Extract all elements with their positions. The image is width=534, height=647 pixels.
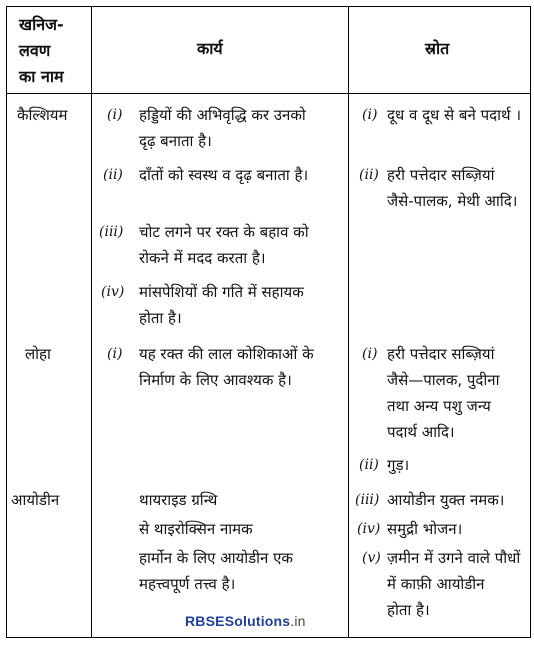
function-text: हार्मोन के लिए आयोडीन एक: [139, 549, 293, 567]
function-text: रोकने में मदद करता है।: [139, 249, 266, 267]
list-number: (iv): [357, 521, 381, 537]
function-text: होता है।: [139, 309, 182, 327]
source-text: गुड़।: [387, 456, 410, 474]
source-text: हरी पत्तेदार सब्ज़ियां: [387, 345, 495, 363]
list-number: (ii): [103, 167, 123, 183]
watermark-suffix: .in: [290, 613, 306, 629]
header-name-line-2: लवण: [19, 41, 51, 60]
list-number: (v): [362, 550, 381, 566]
list-number: (iii): [355, 492, 380, 508]
list-number: (i): [362, 107, 378, 123]
list-number: (i): [107, 107, 123, 123]
source-text: हरी पत्तेदार सब्ज़ियां: [387, 166, 495, 184]
source-text: ज़मीन में उगने वाले पौधों: [387, 549, 521, 567]
watermark-brand: RBSESolutions: [185, 613, 291, 629]
column-divider: [348, 7, 349, 637]
function-text: निर्माण के लिए आवश्यक है।: [139, 371, 292, 389]
function-text: मांसपेशियों की गति में सहायक: [139, 283, 304, 301]
list-number: (iii): [99, 224, 124, 240]
source-text: दूध व दूध से बने पदार्थ ।: [387, 106, 521, 124]
source-text: तथा अन्य पशु जन्य: [387, 397, 491, 415]
header-divider: [7, 93, 530, 94]
list-number: (iv): [101, 284, 125, 300]
column-divider: [91, 7, 92, 637]
function-text: चोट लगने पर रक्त के बहाव को: [139, 223, 309, 241]
function-text: दृढ़ बनाता है।: [139, 132, 212, 150]
header-function: कार्य: [197, 39, 223, 58]
watermark: [185, 613, 306, 629]
source-text: होता है।: [387, 601, 430, 619]
header-name-line-1: खनिज-: [19, 15, 64, 34]
function-text: दाँतों को स्वस्थ व दृढ़ बनाता है।: [139, 166, 309, 184]
source-text: जैसे-पालक, मेथी आदि।: [387, 192, 518, 210]
function-text: हड्डियों की अभिवृद्धि कर उनको: [139, 106, 306, 124]
list-number: (i): [362, 346, 378, 362]
function-text: यह रक्त की लाल कोशिकाओं के: [139, 345, 314, 363]
function-text: महत्त्वपूर्ण तत्त्व है।: [139, 575, 236, 593]
header-source: स्रोत: [425, 39, 450, 58]
list-number: (ii): [359, 167, 379, 183]
mineral-name-calcium: कैल्शियम: [17, 106, 68, 124]
mineral-name-iron: लोहा: [25, 345, 51, 363]
list-number: (i): [107, 346, 123, 362]
mineral-salts-table: [6, 6, 531, 638]
source-text: आयोडीन युक्त नमक।: [387, 491, 505, 509]
source-text: जैसे—पालक, पुदीना: [387, 371, 500, 389]
header-name-line-3: का नाम: [19, 67, 64, 86]
list-number: (ii): [359, 457, 379, 473]
source-text: समुद्री भोजन।: [387, 520, 463, 538]
source-text: पदार्थ आदि।: [387, 423, 455, 441]
function-text: से थाइरोक्सिन नामक: [139, 520, 253, 538]
mineral-name-iodine: आयोडीन: [11, 491, 60, 509]
function-text: थायराइड ग्रन्थि: [139, 491, 218, 509]
source-text: में काफ़ी आयोडीन: [387, 575, 485, 593]
